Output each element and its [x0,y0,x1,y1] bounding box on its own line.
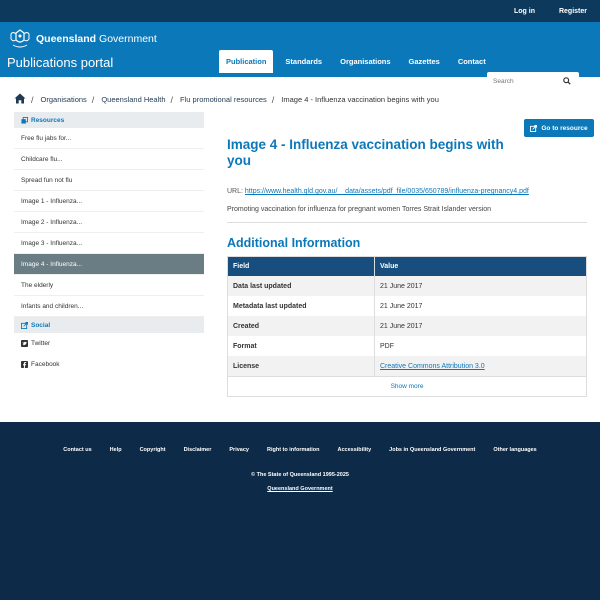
value-cell [375,356,586,376]
breadcrumb-separator: / [170,94,174,105]
footer-accessibility[interactable]: Accessibility [337,447,372,453]
license-link[interactable]: Creative Commons Attribution 3.0 [380,362,485,370]
breadcrumb-separator: / [91,94,95,105]
sidebar-item-image-3[interactable]: Image 3 - Influenza... [14,233,204,254]
table-header [228,257,586,276]
sidebar-item-image-1[interactable]: Image 1 - Influenza... [14,191,204,212]
value-cell: PDF [380,342,394,350]
header-field: Field [228,257,375,276]
social-heading: Social [14,317,204,333]
additional-info-table [227,256,587,397]
resource-description: Promoting vaccination for influenza for pregnant women Torres Strait Islander version [227,206,492,213]
share-icon [21,322,28,329]
footer-help[interactable]: Help [109,447,122,453]
divider [227,222,587,223]
masthead [0,22,600,77]
search-icon [563,77,571,85]
sidebar-item-image-2[interactable]: Image 2 - Influenza... [14,212,204,233]
facebook-icon [21,361,28,368]
breadcrumb-separator: / [31,94,34,105]
footer-disclaimer[interactable]: Disclaimer [183,447,212,453]
footer-gov-wrapper [0,486,600,492]
government-name: Queensland Government [36,33,157,45]
home-link[interactable] [14,93,26,106]
footer-copyright[interactable]: Copyright [139,447,166,453]
social-twitter[interactable]: Twitter [14,333,204,354]
show-more-button[interactable]: Show more [228,376,586,396]
search-input[interactable] [487,73,557,89]
field-cell: Metadata last updated [228,296,375,316]
breadcrumb [14,93,439,106]
sidebar-item-free-flu-jabs[interactable]: Free flu jabs for... [14,128,204,149]
sidebar-item-image-4[interactable]: Image 4 - Influenza... [14,254,204,275]
coat-of-arms-icon [7,28,33,50]
resource-title: Image 4 - Influenza vaccination begins with you [227,137,504,168]
copyright-notice: © The State of Queensland 1995-2025 [251,472,349,478]
value-cell: 21 June 2017 [380,282,423,290]
breadcrumb-organisations[interactable]: Organisations [40,95,87,104]
nav-organisations[interactable]: Organisations [340,57,391,66]
resources-heading: Resources [14,112,204,128]
resource-url-line [227,188,587,195]
table-row [228,356,586,376]
sidebar-item-infants-children[interactable]: Infants and children... [14,296,204,317]
breadcrumb-queensland-health[interactable]: Queensland Health [101,95,166,104]
sidebar-item-spread-fun[interactable]: Spread fun not flu [14,170,204,191]
header-value: Value [380,263,399,270]
footer-right-to-information[interactable]: Right to information [266,447,320,453]
value-cell: 21 June 2017 [380,302,423,310]
register-link[interactable]: Register [558,7,587,15]
table-row [228,276,586,296]
url-label: URL: [227,188,245,195]
footer-links [0,447,600,453]
twitter-icon [21,340,28,347]
home-icon [14,93,26,104]
sidebar-item-childcare-flu[interactable]: Childcare flu... [14,149,204,170]
site-title[interactable]: Publications portal [7,55,114,70]
resource-url-link[interactable]: https://www.health.qld.gov.au/__data/assets/pdf_file/0035/650789/influenza-pregnancy4.pdf [244,188,529,195]
value-cell: 21 June 2017 [380,322,423,330]
footer-privacy[interactable]: Privacy [229,447,249,453]
footer-government-link[interactable]: Queensland Government [267,486,333,492]
search-button[interactable] [557,73,577,89]
field-cell: License [228,356,375,376]
table-row [228,296,586,316]
search-box [487,72,579,90]
footer-other-languages[interactable]: Other languages [493,447,537,453]
go-to-resource-button[interactable]: Go to resource [524,119,594,137]
footer [0,422,600,600]
nav-gazettes[interactable]: Gazettes [408,57,440,66]
main-nav [219,50,497,73]
breadcrumb-separator: / [271,94,275,105]
breadcrumb-flu-promotional-resources[interactable]: Flu promotional resources [180,95,267,104]
nav-contact[interactable]: Contact [457,57,486,66]
account-bar [0,0,600,22]
queensland-government-logo[interactable] [7,28,157,50]
table-row [228,316,586,336]
sidebar-item-elderly[interactable]: The elderly [14,275,204,296]
table-body [228,276,586,376]
field-cell: Data last updated [228,276,375,296]
sidebar [14,112,204,375]
nav-publication[interactable]: Publication [219,50,273,73]
resource-content [227,120,587,397]
nav-standards[interactable]: Standards [285,57,323,66]
footer-jobs[interactable]: Jobs in Queensland Government [389,447,476,453]
additional-info-heading: Additional Information [227,236,361,250]
breadcrumb-current: Image 4 - Influenza vaccination begins with you [281,95,439,104]
login-link[interactable]: Log in [513,7,535,15]
field-cell: Format [228,336,375,356]
social-facebook[interactable]: Facebook [14,354,204,375]
field-cell: Created [228,316,375,336]
copy-icon [21,117,28,124]
table-row [228,336,586,356]
footer-contact-us[interactable]: Contact us [63,447,92,453]
